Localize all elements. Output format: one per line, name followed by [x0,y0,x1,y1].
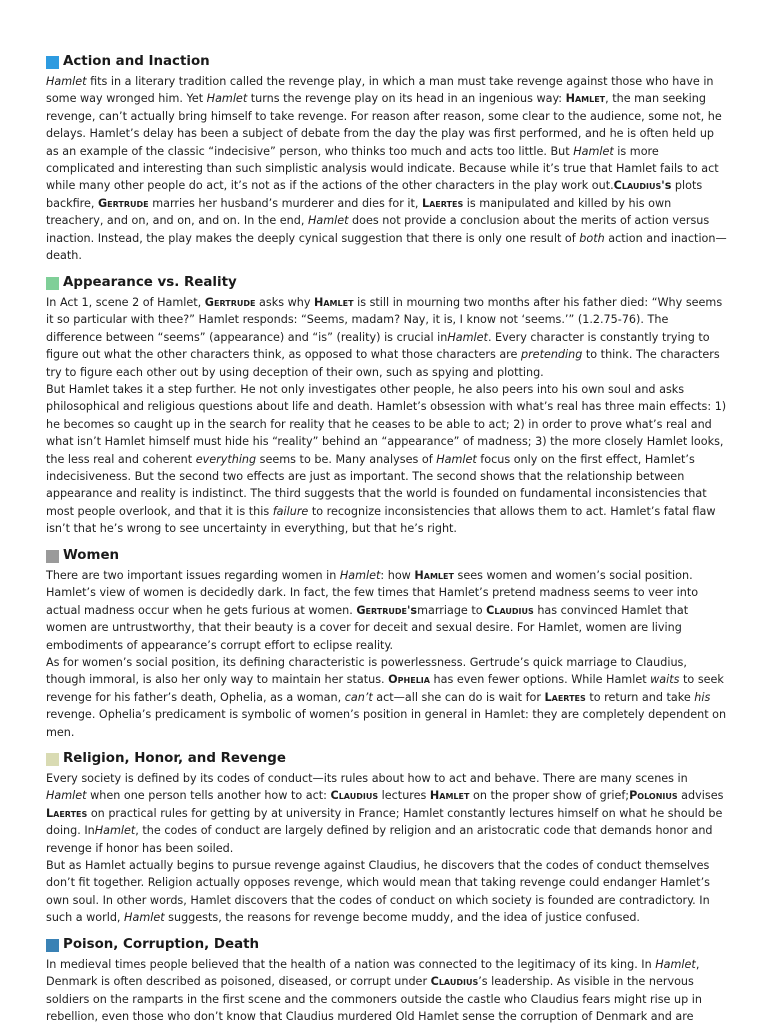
paragraph [46,654,728,741]
character-name: Claudius [613,179,662,193]
text-run: has even fewer options. While Hamlet [429,673,651,687]
paragraph [46,381,728,538]
character-name: Laertes [421,196,464,210]
character-name: Claudius [430,975,479,989]
text-run: when one person tells another how to act: [86,789,331,803]
text-run: focus only on the first effect, Hamlet’s indecisiveness. But the second two effects are just as important. The second shows that the relationship between appearance and reality is indistinct. The third suggests that the world is founded on fundamental inconsistencies that most people overlook, and that it is this [46,452,707,518]
text-run: There are two important issues regarding women in [46,569,340,582]
section-color-marker [46,56,59,69]
emphasis-text: his [694,690,711,704]
character-name: Gertrude [204,296,256,309]
text-run: suggests, the reasons for revenge become muddy, and the idea of justice confused. [164,911,640,925]
text-run: , the man seeking revenge, can’t actually bring himself to take revenge. For reason after reason, some clear to the audience, some not, he delays. Hamlet’s delay has been a subject of debate from the day the play was first performed, and he is often held up as an example of the classic “indecisive” person, who thinks too much and acts too little. But [46,92,722,158]
text-run: In Act 1, scene 2 of Hamlet, [46,296,205,309]
text-run: to return and take [585,690,695,704]
paragraph [46,294,728,381]
bold-text: 's [407,603,418,617]
text-run: asks why [255,296,314,309]
emphasis-text: Hamlet [447,330,488,344]
text-run: , Denmark is often described as poisoned, diseased, or corrupt under [46,958,700,989]
text-run: In medieval times people believed that the health of a nation was connected to the legitimacy of its king. In [46,958,656,971]
text-run: is manipulated and killed by his own treachery, and on, and on, and on. In the end, [46,196,672,228]
text-run: ’s leadership. As visible in the nervous soldiers on the ramparts in the first scene and the commoners outside the castle who Claudius fears might rise up in rebellion, even those who don’t know that Claudius murdered Old Hamlet sense the corruption of Denmark and are [46,975,702,1024]
section-appearance-vs-reality [46,274,728,538]
text-run: plots backfire, [46,179,703,210]
character-name: Hamlet [565,92,606,106]
character-name: Gertrude [356,603,407,617]
character-name: Hamlet [429,789,470,803]
text-run: sees women and women’s social position. Hamlet’s view of women is decidedly dark. In fact, the few times that Hamlet’s pretend madness seems to veer into actual madness occur when he gets furious at women. [46,569,699,617]
character-name: Hamlet [414,569,454,582]
section-heading [46,274,728,292]
emphasis-text: both [579,231,605,245]
emphasis-text: waits [650,673,680,687]
emphasis-text: Hamlet [46,789,87,803]
section-color-marker [46,277,59,290]
section-heading [46,750,728,768]
emphasis-text: Hamlet [436,452,477,466]
character-name: Claudius [486,603,534,617]
emphasis-text: Hamlet [573,144,614,158]
text-run: But as Hamlet actually begins to pursue revenge against Claudius, he discovers that the codes of conduct themselves don’t fit together. Religion actually opposes revenge, which would mean that taking revenge could endanger Hamlet’s own soul. In other words, Hamlet discovers that the codes of conduct on which society is founded are contradictory. In such a world, [46,859,710,925]
paragraph [46,857,728,927]
text-run: As for women’s social position, its defining characteristic is powerlessness. Gertrude’s quick marriage to Claudius, though immoral, is also her only way to maintain her status. [46,656,687,687]
section-heading [46,936,728,954]
text-run: is more complicated and interesting than such simplistic analysis would indicate. Because while it’s true that Hamlet fails to act while many other people do act, it’s not as if the actions of the other characters in the play work out. [46,144,719,193]
text-run: turns the revenge play on its head in an ingenious way: [247,92,566,106]
text-run: But Hamlet takes it a step further. He not only investigates other people, he also peers into his own soul and asks philosophical and religious questions about life and death. Hamlet’s obsession with what’s real has three main effects: 1) he becomes so caught up in the search for reality that he ceases to be able to act; 2) in order to prove what’s real and what isn’t Hamlet himself must hide his “reality” behind an “appearance” of madness; 3) the more closely Hamlet looks, the less real and coherent [46,383,727,466]
text-run: . Every character is constantly trying to figure out what the other characters think, as opposed to what those characters are [46,330,710,362]
emphasis-text: Hamlet [94,824,136,838]
text-run: advises [677,789,724,803]
section-women [46,547,728,741]
text-run: : how [380,569,415,582]
text-run: Every society is defined by its codes of conduct—its rules about how to act and behave. There are many scenes in [46,772,688,785]
text-run: fits in a literary tradition called the revenge play, in which a man must take revenge against those who have in some way wronged him. Yet [46,75,714,106]
emphasis-text: Hamlet [206,92,248,106]
section-title: Action and Inaction [63,54,210,70]
character-name: Hamlet [314,296,354,309]
text-run: act—all she can do is wait for [372,690,545,704]
section-title: Poison, Corruption, Death [63,937,260,953]
text-run: seems to be. Many analyses of [256,452,437,466]
paragraph [46,770,728,857]
emphasis-text: failure [272,504,309,518]
emphasis-text: Hamlet [124,911,165,925]
character-name: Laertes [544,690,586,704]
character-name: Gertrude [97,196,149,210]
text-run: is still in mourning two months after his father died: “Why seems it so particular with thee?” Hamlet responds: “Seems, madam? Nay, it is, I know not ‘seems.’” (1.2.75-76). The difference between “seems” (appearance) and “is” (reality) is crucial in [46,296,723,344]
text-run: revenge. Ophelia’s predicament is symbolic of women’s position in general in Hamlet: they are completely dependent on men. [46,708,727,739]
emphasis-text: pretending [520,348,583,362]
text-run: to seek revenge for his father’s death, Ophelia, as a woman, [46,673,724,704]
paragraph [46,956,728,1024]
text-run: on practical rules for getting by at university in France; Hamlet constantly lectures himself on what he should be doing. In [46,806,723,838]
text-run: to think. The characters try to figure each other out by using deception of their own, such as spying and plotting. [46,348,720,379]
emphasis-text: everything [195,452,257,466]
section-title: Appearance vs. Reality [63,275,237,291]
character-name: Ophelia [388,673,430,687]
section-color-marker [46,939,59,952]
emphasis-text: can’t [344,690,373,704]
text-run: on the proper show of grief; [469,789,630,803]
text-run: marries her husband’s murderer and dies for it, [148,196,422,210]
text-run: does not provide a conclusion about the merits of action versus inaction. Instead, the play makes the deeply cynical suggestion that there is only one result of [46,214,710,245]
bold-text: 's [661,179,672,193]
section-color-marker [46,550,59,563]
section-title: Women [63,548,120,564]
section-heading [46,547,728,565]
paragraph [46,73,728,264]
section-action-and-inaction [46,53,728,264]
section-color-marker [46,753,59,766]
emphasis-text: Hamlet [46,75,87,88]
text-run: to recognize inconsistencies that allows them to act. Hamlet’s fatal flaw isn’t that he’s wrong to see uncertainty in everything, but that he’s right. [46,504,716,536]
section-poison-corruption-death [46,936,728,1024]
character-name: Claudius [330,789,379,803]
text-run: action and inaction—death. [46,231,727,263]
character-name: Laertes [46,806,88,820]
character-name: Polonius [629,789,678,803]
emphasis-text: Hamlet [339,569,381,582]
section-religion-honor-revenge [46,750,728,927]
emphasis-text: Hamlet [655,958,696,971]
text-run: lectures [378,789,430,803]
text-run: has convinced Hamlet that women are untrustworthy, that their beauty is a cover for deceit and sexual desire. For Hamlet, women are living embodiments of appearance’s corrupt effort to eclipse reality. [46,603,689,652]
section-heading [46,53,728,71]
section-title: Religion, Honor, and Revenge [63,751,286,767]
text-run: marriage to [417,603,487,617]
text-run: , the codes of conduct are largely defined by religion and an aristocratic code that demands honor and revenge if honor has been soiled. [46,824,713,855]
emphasis-text: Hamlet [307,214,349,228]
paragraph [46,567,728,654]
